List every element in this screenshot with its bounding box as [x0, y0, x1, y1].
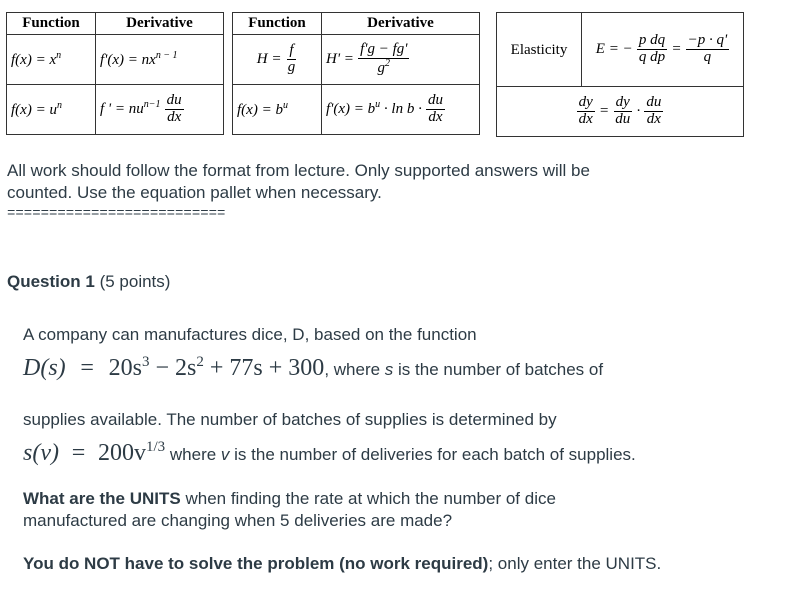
eq2-var: v [220, 445, 230, 464]
t1r2-deriv-exp: n−1 [143, 99, 161, 111]
question-title: Question 1 [7, 272, 95, 291]
t2r2-deriv-text: f'(x) = b [326, 101, 376, 118]
eq1-lhs: D(s) [23, 355, 66, 381]
t1r2-func-text: f(x) = u [11, 102, 57, 118]
table1-row2-function [7, 85, 96, 135]
table2-row2-function [233, 85, 322, 135]
chain-a-num: dy [578, 94, 593, 111]
t1r2-deriv-text: f ' = nu [100, 101, 144, 118]
final-instruction [23, 553, 661, 575]
table1-row2-derivative [96, 85, 224, 135]
eq1-rhs-c: + 77s + 300 [203, 355, 325, 381]
eq1-var: s [384, 360, 394, 379]
t1r2-frac-num: du [166, 92, 182, 109]
equation-1-line [23, 345, 603, 387]
t1r1-func-text: f(x) = x [11, 52, 57, 68]
table1-header-function: Function [7, 13, 96, 35]
units-rest-2: manufactured are changing when 5 deliveries are made? [23, 511, 453, 530]
table2-row1-function [233, 35, 322, 85]
elast-lhs: E = − [595, 41, 633, 58]
t2r2-du-dx-fraction [426, 93, 445, 126]
instructions [7, 160, 590, 204]
t2r2-deriv-ln: · ln b · [380, 101, 422, 118]
t1r1-func-exp: n [56, 50, 62, 61]
table1-row1-derivative [96, 35, 224, 85]
units-bold: What are the UNITS [23, 489, 181, 508]
chain-b-num: dy [615, 94, 630, 111]
chain-dy-dx [577, 95, 595, 128]
eq1-equals: = [80, 355, 94, 381]
t1r2-func-exp: n [56, 100, 62, 111]
eq1-tail-b: is the number of batches of [393, 360, 604, 379]
final-bold: You do NOT have to solve the problem (no work required) [23, 554, 489, 573]
question-heading [7, 271, 170, 293]
instructions-line-2: counted. Use the equation pallet when necessary. [7, 183, 382, 202]
t2r1-deriv-den: g [377, 60, 386, 76]
eq2-exp: 1/3 [146, 439, 166, 455]
t2r1-f-over-g [286, 43, 298, 76]
elasticity-chain-rule-table [496, 12, 744, 137]
t2r2-func-text: f(x) = b [237, 102, 283, 118]
chain-dy-du [613, 95, 632, 128]
question-points: (5 points) [94, 272, 171, 291]
t2r2-deriv-exp: u [375, 99, 381, 111]
units-rest-1: when finding the rate at which the number of dice [180, 489, 556, 508]
eq2-lhs: s(v) [23, 440, 59, 466]
derivative-table-power [6, 12, 224, 135]
supplies-line: supplies available. The number of batches of supplies is determined by [23, 410, 557, 429]
t2r2-frac-den: dx [428, 109, 443, 125]
instructions-line-1: All work should follow the format from lecture. Only supported answers will be [7, 161, 590, 180]
table3-chain-rule [497, 87, 744, 137]
derivative-table-quotient [232, 12, 480, 135]
eq2-rhs-base: 200v [98, 440, 146, 466]
elast-frac1-num: p dq [638, 32, 666, 49]
elast-frac-2 [686, 33, 730, 66]
eq1-exp-a: 3 [142, 354, 150, 370]
question-intro: A company can manufactures dice, D, based on the function [23, 325, 477, 344]
elast-frac-1 [637, 33, 667, 66]
eq2-equals: = [71, 440, 86, 466]
table1-row1-function [7, 35, 96, 85]
table1-header-derivative: Derivative [96, 13, 224, 35]
t2r1-quotient-fraction [358, 42, 409, 77]
table2-row2-derivative [322, 85, 480, 135]
t2r1-func-den: g [287, 59, 296, 75]
t1r1-deriv-text: f'(x) = nx [100, 52, 156, 68]
t1r2-frac-den: dx [167, 109, 182, 125]
eq1-rhs-b: − 2s [149, 355, 197, 381]
elast-frac2-den: q [703, 49, 712, 65]
table2-row1-derivative [322, 35, 480, 85]
equation-2-line [23, 430, 636, 472]
t2r1-deriv-den-exp: 2 [385, 58, 391, 69]
eq1-rhs-a: 20s [108, 355, 143, 381]
t1r2-du-dx-fraction [165, 93, 184, 126]
t2r2-frac-num: du [428, 92, 443, 109]
elast-eq: = [671, 41, 682, 58]
table2-header-derivative: Derivative [322, 13, 480, 35]
t2r1-deriv-lhs: H' = [326, 51, 354, 68]
separator: ========================== [7, 206, 226, 222]
eq1-tail-a: , where [324, 360, 385, 379]
eq2-tail-a: where [165, 445, 221, 464]
eq1-exp-b: 2 [196, 354, 204, 370]
eq1-rhs [109, 355, 325, 381]
t1r1-deriv-exp: n − 1 [155, 50, 178, 61]
chain-eq: = [598, 103, 610, 120]
elast-frac1-den: q dp [638, 49, 666, 65]
units-question [23, 488, 556, 532]
final-rest: ; only enter the UNITS. [488, 554, 662, 573]
chain-b-den: du [615, 111, 631, 127]
chain-du-dx [644, 95, 663, 128]
elasticity-label: Elasticity [510, 41, 568, 58]
elast-frac2-num: −p · q' [687, 32, 728, 49]
t2r1-func-lhs: H = [256, 51, 282, 68]
table3-elasticity-formula [582, 13, 744, 87]
t2r1-deriv-num: f'g − fg' [360, 41, 408, 58]
eq2-rhs [98, 440, 165, 466]
table3-elasticity-label [497, 13, 582, 87]
t2r1-func-num: f [289, 42, 294, 59]
chain-dot: · [636, 103, 641, 120]
chain-c-den: dx [646, 111, 661, 127]
eq2-tail-b: is the number of deliveries for each batch of supplies. [229, 445, 636, 464]
table2-header-function: Function [233, 13, 322, 35]
chain-a-den: dx [578, 111, 593, 127]
t2r2-func-exp: u [282, 100, 288, 111]
chain-c-num: du [646, 94, 662, 111]
